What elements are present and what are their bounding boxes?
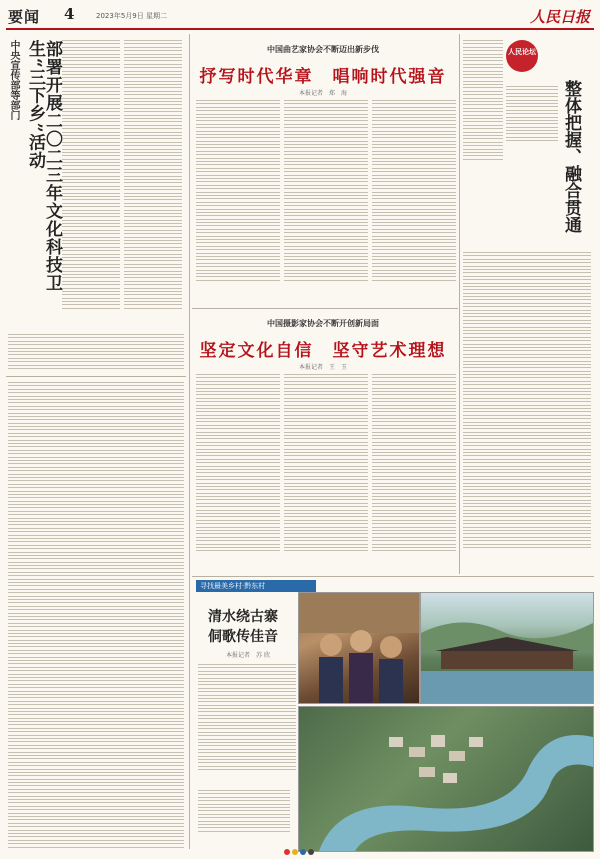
- feature-title-line1: 清水绕古寨: [208, 609, 278, 625]
- commentary-badge-text: 人民论坛: [508, 47, 536, 56]
- story-mid-body-col2: [284, 374, 368, 566]
- commentary-body-upper: [506, 86, 558, 148]
- story-mid-byline: 本报记者 王 玉: [298, 364, 347, 371]
- masthead-logo: 人民日报: [529, 8, 590, 26]
- feature-title-line2: 侗歌传佳音: [208, 629, 278, 645]
- left-story-body-col2: [124, 40, 182, 330]
- feature-byline: 本报记者 苏 欣: [226, 652, 270, 659]
- page-footer: [40, 849, 560, 855]
- feature-photo-singers: [298, 592, 420, 704]
- left-brief-text: [8, 382, 184, 850]
- divider: [192, 576, 594, 577]
- aerial-river-illustration: [299, 707, 593, 851]
- divider: [6, 376, 186, 377]
- story-top-kicker: 中国曲艺家协会不断迈出新步伐: [267, 44, 379, 54]
- divider: [192, 308, 458, 309]
- commentary-badge: [506, 40, 538, 72]
- footer-dot: [292, 849, 298, 855]
- commentary-title: 整体把握、融合贯通: [561, 80, 581, 233]
- feature-banner-text: 寻找最美乡村·黔东村: [200, 582, 266, 590]
- footer-dot: [284, 849, 290, 855]
- story-mid-headline: 坚定文化自信 坚守艺术理想: [199, 341, 447, 361]
- story-mid-body-col1: [196, 374, 280, 566]
- feature-photo-aerial: [298, 706, 594, 852]
- section-name: 要闻: [8, 8, 41, 26]
- column-rule: [459, 34, 460, 574]
- story-top-byline: 本报记者 郑 海: [298, 90, 347, 97]
- page-number: 4: [64, 5, 75, 23]
- story-top-body-col1: [196, 100, 280, 296]
- story-mid-body-col3: [372, 374, 456, 566]
- commentary-intro-text: [463, 40, 503, 170]
- left-story-body-col1: [62, 40, 120, 330]
- story-top-body-col2: [284, 100, 368, 296]
- story-mid-kicker: 中国摄影家协会不断开创新局面: [267, 318, 379, 328]
- page-header: [6, 6, 594, 30]
- footer-dot: [300, 849, 306, 855]
- left-story-kicker: 中央宣传部等部门: [8, 40, 19, 120]
- singers-illustration: [299, 593, 419, 703]
- feature-body-text: [198, 664, 296, 780]
- feature-caption-text: [198, 790, 290, 840]
- story-top-headline: 抒写时代华章 唱响时代强音: [199, 67, 447, 87]
- issue-date: 2023年5月9日 星期二: [96, 12, 167, 20]
- column-rule: [189, 34, 190, 849]
- commentary-body-lower: [463, 252, 591, 570]
- feature-banner: [196, 580, 316, 592]
- left-story-title: 部署开展二〇二三年文化科技卫生“三下乡”活动: [25, 40, 62, 292]
- left-story-body-wide: [8, 334, 184, 370]
- footer-dot: [308, 849, 314, 855]
- village-illustration: [421, 593, 593, 703]
- feature-photo-village: [420, 592, 594, 704]
- story-top-body-col3: [372, 100, 456, 296]
